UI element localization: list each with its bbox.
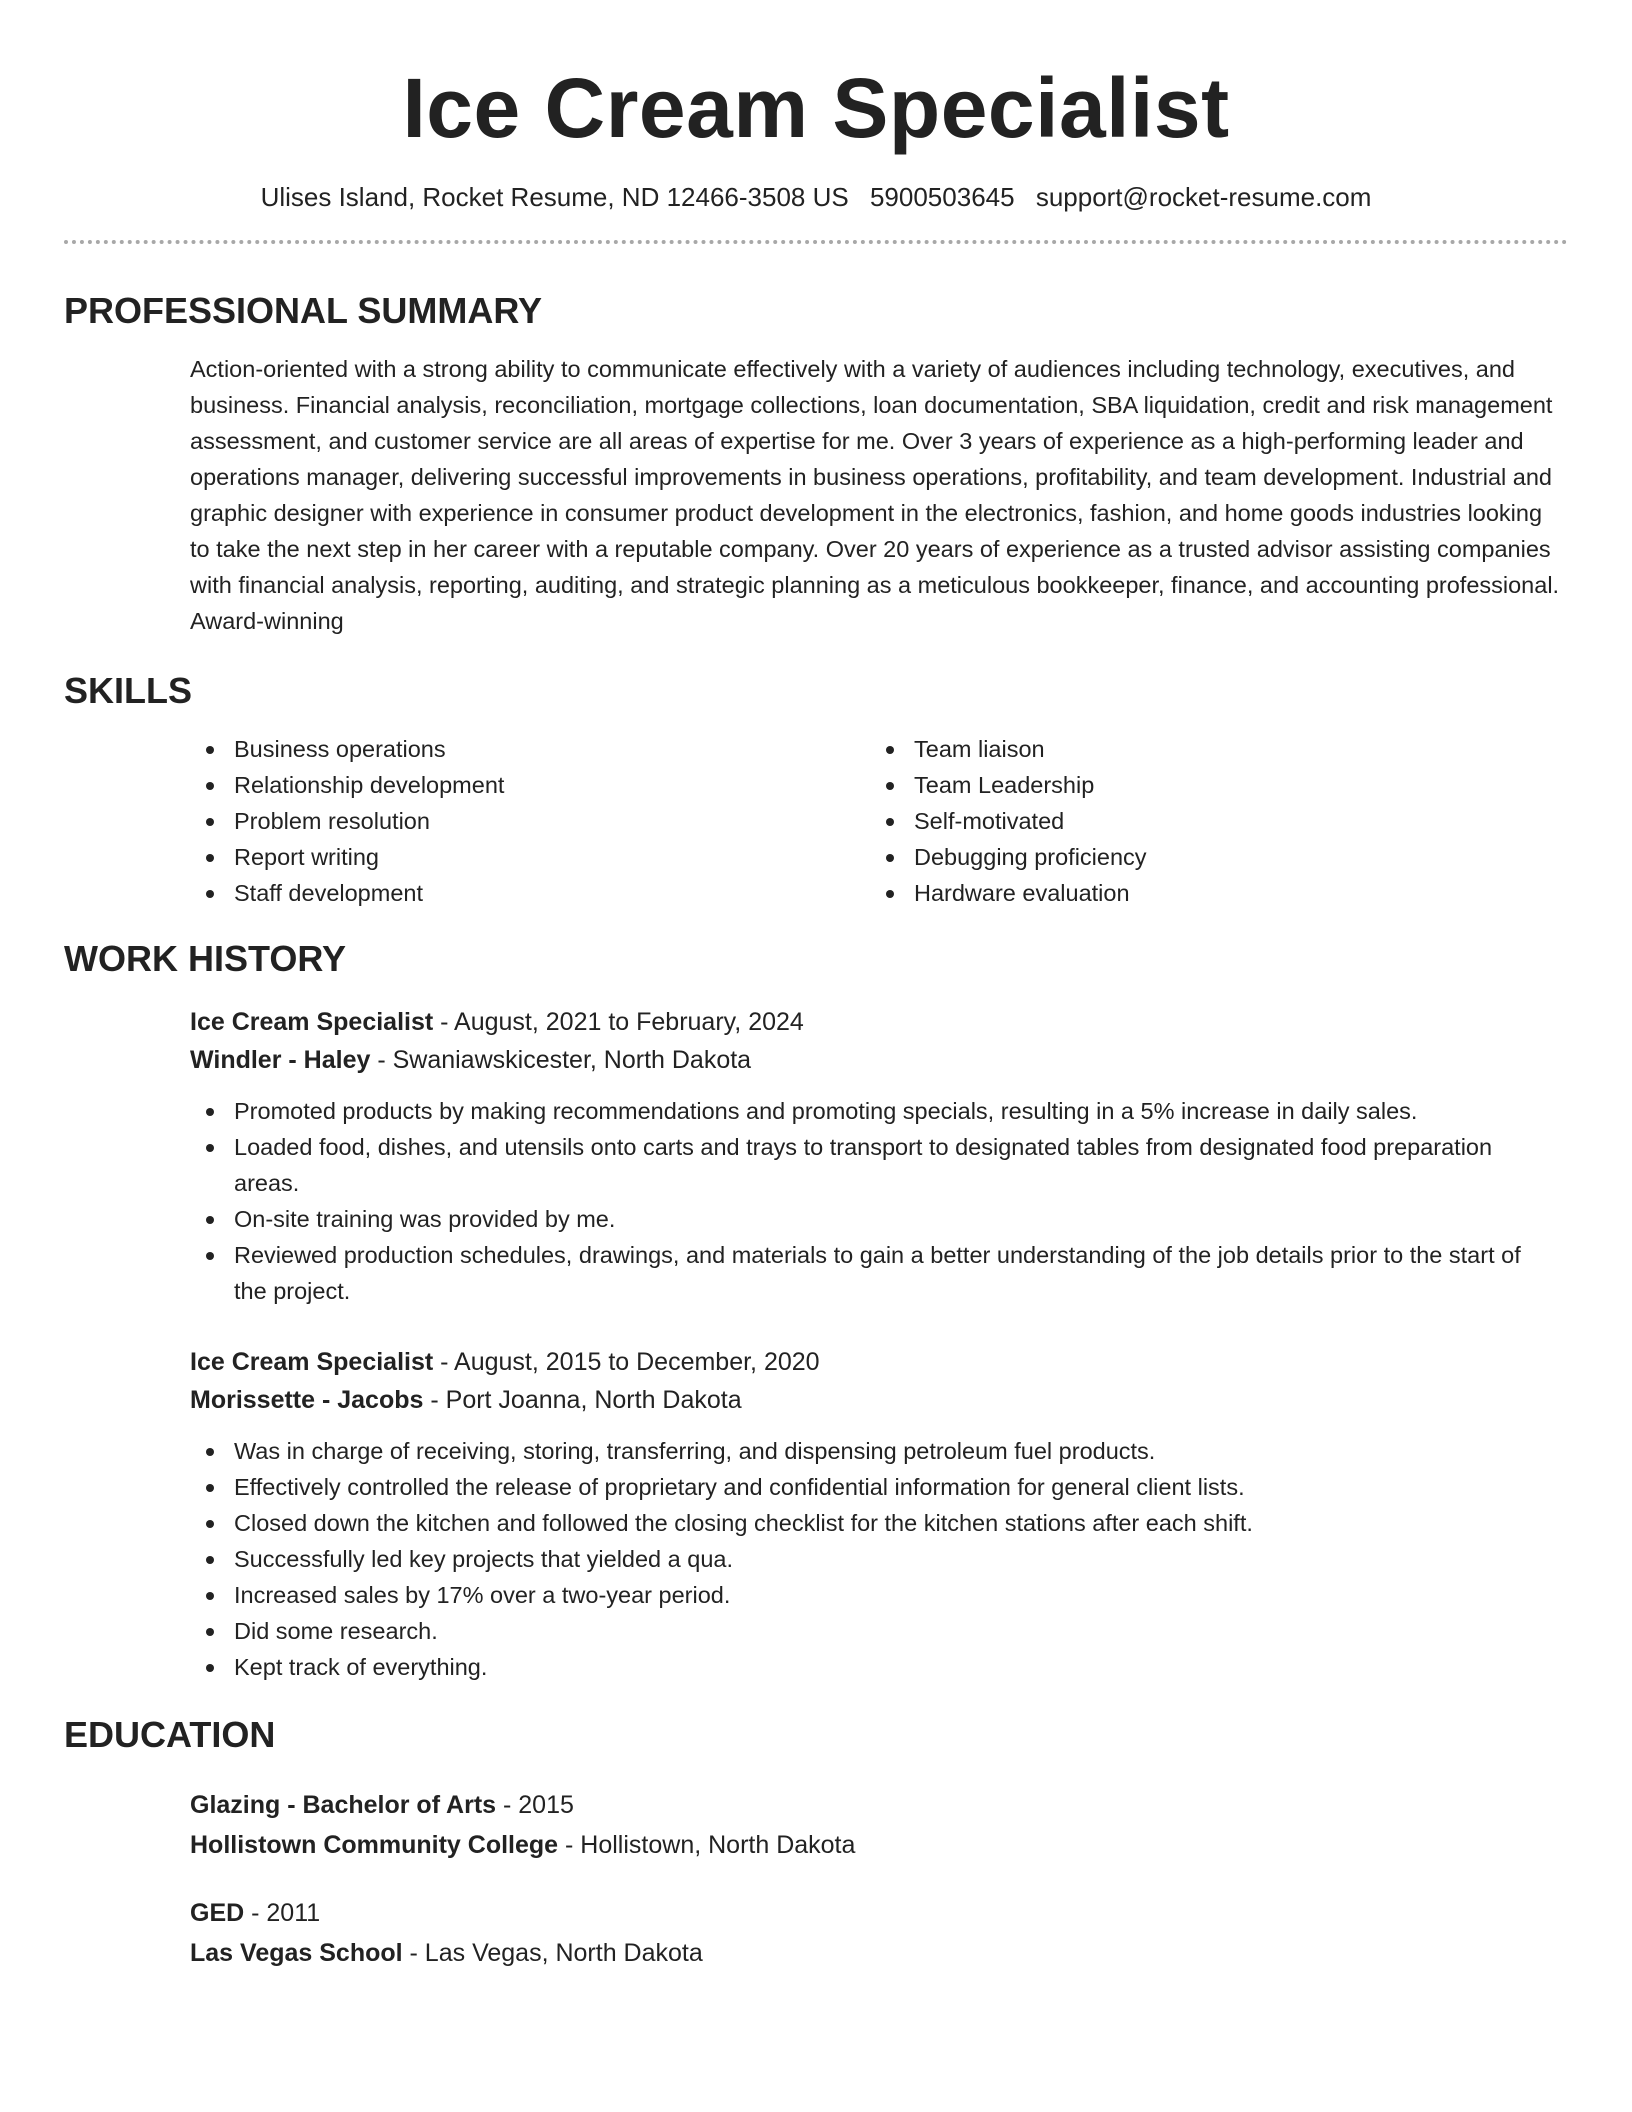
- summary-heading: PROFESSIONAL SUMMARY: [64, 290, 543, 331]
- skills-column-right: [870, 731, 1550, 911]
- skills-column-left: [190, 731, 870, 911]
- resume-title: Ice Cream Specialist: [402, 61, 1230, 155]
- job-bullet: Successfully led key projects that yielded a qua.: [190, 1541, 1568, 1577]
- education-degree: Glazing - Bachelor of Arts: [190, 1791, 497, 1819]
- job-bullet: Effectively controlled the release of proprietary and confidential information for general client lists.: [190, 1469, 1568, 1505]
- job-title: Ice Cream Specialist: [190, 1348, 434, 1376]
- job-company-line: [190, 1381, 1568, 1419]
- job-entry: [190, 1003, 1568, 1309]
- job-bullet: Increased sales by 17% over a two-year period.: [190, 1577, 1568, 1613]
- job-location: - Swaniawskicester, North Dakota: [370, 1046, 752, 1074]
- education-school-line: [190, 1933, 1568, 1973]
- education-degree-line: [190, 1893, 1568, 1933]
- skill-item: Debugging proficiency: [870, 839, 1550, 875]
- education-degree: GED: [190, 1899, 245, 1927]
- education-entry: [190, 1893, 1568, 1973]
- job-bullet: Reviewed production schedules, drawings, and materials to gain a better understanding of the job details prior to the start of the project.: [190, 1237, 1568, 1309]
- skills-heading: SKILLS: [64, 670, 193, 711]
- job-title-line: [190, 1003, 1568, 1041]
- job-bullet: Promoted products by making recommendations and promoting specials, resulting in a 5% increase in daily sales.: [190, 1093, 1568, 1129]
- phone: 5900503645: [869, 182, 1015, 212]
- job-bullet: Was in charge of receiving, storing, transferring, and dispensing petroleum fuel products.: [190, 1433, 1568, 1469]
- skills-section: [64, 669, 1568, 911]
- contact-line: [64, 180, 1568, 214]
- education-school: Hollistown Community College: [190, 1831, 559, 1859]
- skill-item: Hardware evaluation: [870, 875, 1550, 911]
- education-degree-line: [190, 1785, 1568, 1825]
- education-year: - 2015: [496, 1791, 574, 1819]
- skill-item: Relationship development: [190, 767, 870, 803]
- job-title-line: [190, 1343, 1568, 1381]
- job-bullet: Kept track of everything.: [190, 1649, 1568, 1685]
- education-section: [64, 1713, 1568, 1973]
- address: Ulises Island, Rocket Resume, ND 12466-3508 US: [260, 182, 849, 212]
- job-entry: [190, 1343, 1568, 1685]
- job-dates: - August, 2015 to December, 2020: [433, 1348, 820, 1376]
- summary-section: [64, 289, 1568, 639]
- job-bullets: [190, 1433, 1568, 1685]
- job-company: Windler - Haley: [190, 1046, 371, 1074]
- skill-item: Team Leadership: [870, 767, 1550, 803]
- job-bullet: Loaded food, dishes, and utensils onto carts and trays to transport to designated tables from designated food preparation areas.: [190, 1129, 1568, 1201]
- education-location: - Hollistown, North Dakota: [558, 1831, 856, 1859]
- skill-item: Team liaison: [870, 731, 1550, 767]
- job-bullet: On-site training was provided by me.: [190, 1201, 1568, 1237]
- job-title: Ice Cream Specialist: [190, 1008, 434, 1036]
- email: support@rocket-resume.com: [1035, 182, 1372, 212]
- education-year: - 2011: [244, 1899, 321, 1927]
- work-history-heading: WORK HISTORY: [64, 938, 347, 979]
- header-divider: [64, 240, 1568, 244]
- job-bullet: Closed down the kitchen and followed the closing checklist for the kitchen stations after each shift.: [190, 1505, 1568, 1541]
- job-location: - Port Joanna, North Dakota: [423, 1386, 742, 1414]
- skill-item: Business operations: [190, 731, 870, 767]
- education-entry: [190, 1785, 1568, 1865]
- job-company-line: [190, 1041, 1568, 1079]
- job-dates: - August, 2021 to February, 2024: [433, 1008, 804, 1036]
- summary-text: Action-oriented with a strong ability to communicate effectively with a variety of audiences including technology, executives, and business. Financial analysis, reconciliation, mortgage collections, loan documentation, SBA liquidation, credit and risk management assessment, and customer service are all areas of expertise for me. Over 3 years of experience as a high-performing leader and operations manager, delivering successful improvements in business operations, profitability, and team development. Industrial and graphic designer with experience in consumer product development in the electronics, fashion, and home goods industries looking to take the next step in her career with a reputable company. Over 20 years of experience as a trusted advisor assisting companies with financial analysis, reporting, auditing, and strategic planning as a meticulous bookkeeper, finance, and accounting professional. Award-winning: [190, 356, 1560, 634]
- education-school-line: [190, 1825, 1568, 1865]
- job-bullet: Did some research.: [190, 1613, 1568, 1649]
- skill-item: Problem resolution: [190, 803, 870, 839]
- work-history-section: [64, 937, 1568, 1685]
- education-heading: EDUCATION: [64, 1714, 276, 1755]
- skill-item: Report writing: [190, 839, 870, 875]
- skill-item: Self-motivated: [870, 803, 1550, 839]
- job-bullets: [190, 1093, 1568, 1309]
- education-school: Las Vegas School: [190, 1939, 403, 1967]
- skills-list: [190, 731, 1568, 911]
- job-company: Morissette - Jacobs: [190, 1386, 424, 1414]
- skill-item: Staff development: [190, 875, 870, 911]
- resume-page: [64, 0, 1568, 1973]
- education-location: - Las Vegas, North Dakota: [402, 1939, 703, 1967]
